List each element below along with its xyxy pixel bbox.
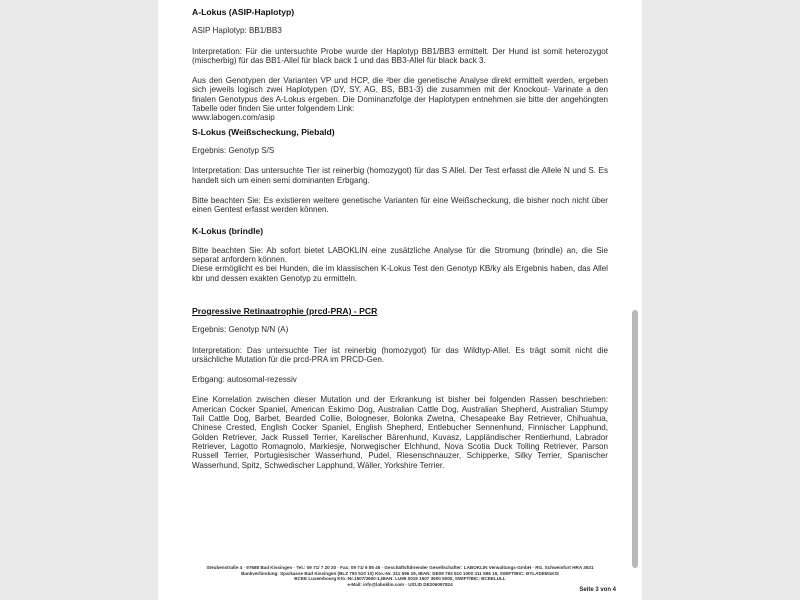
footer-bank-lux: BCEE Luxembourg Kto.-Nr.1507/3600-1,IBAN: LU95 0019 1507 3600 5000, SWIFT/BIC: BCEELULL <box>294 576 506 582</box>
document-page <box>158 0 642 600</box>
k-locus-note-2: Diese ermöglicht es bei Hunden, die im klassischen K-Lokus Test den Genotyp KB/ky als Ergebnis haben, das Allel kbr und dessen exakten Genotyp zu ermitteln. <box>192 264 608 283</box>
page-number: Seite 3 von 4 <box>579 587 616 593</box>
pra-result: Ergebnis: Genotyp N/N (A) <box>192 325 289 335</box>
asip-interpretation: Interpretation: Für die untersuchte Probe wurde der Haplotyp BB1/BB3 ermittelt. Der Hund ist somit heterozygot (mischerbig) für das BB1-Allel für black back 1 und das BB3-Allel für black back 3. <box>192 46 608 65</box>
pra-interpretation: Interpretation: Das untersuchte Tier ist reinerbig (homozygot) für das Wildtyp-Allel. Es trägt somit nicht die ursächliche Mutation für die prcd-PRA im PRCD-Gen. <box>192 345 608 364</box>
asip-note: Aus den Genotypen der Varianten VP und HCP, die ²ber die genetische Analyse direkt ermittelt werden, ergeben sich jeweils logisch zwei Haplotypen (DY, SY, AG, BS, BB1-3) die zusammen mit der Knockout- Varinate a den finalen Genotypus des A-Lokus ergeben. Die Dominanzfolge der Haplotypen entnehmen sie bitte der angehöngten Tabelle oder finden Sie unter folgendem Link: <box>192 76 608 114</box>
footer-bank: Bankverbindung: Sparkasse Bad Kissingen (BLZ 793 510 10) Kto.-Nr. 311 596 19, IBAN: DE09 793 510 1000 311 596 19, SWIFT/BIC: BYLADEM1KIS <box>241 570 559 576</box>
footer-email: e-Mail: info@laboklin.com · USt.ID DE206097824 <box>347 581 453 587</box>
section-title-asip: A-Lokus (ASIP-Haplotyp) <box>192 7 295 17</box>
report-content <box>192 8 608 470</box>
section-title-s-locus: S-Lokus (Weißscheckung, Piebald) <box>192 126 335 137</box>
page-footer <box>192 565 608 587</box>
footer-address: Steubenstraße 4 · 97688 Bad Kissingen · Tel.: 09 71/ 7 20 20 · Fax: 09 71/ 6 85 46 · Geschäftsführender Gesellschafter: LABOKLIN Verwaltungs-GmbH · RG. Schweinfurt HRA 3631 <box>206 565 594 570</box>
asip-link[interactable]: www.labogen.com/asip <box>192 113 275 123</box>
pra-breeds: Eine Korrelation zwischen dieser Mutation und der Erkrankung ist bisher bei folgenden Rassen beschrieben: American Cocker Spaniel, American Eskimo Dog, Australian Cattle Dog, Australian Shepherd, Australian Stumpy Tail Cattle Dog, Barbet, Bearded Collie, Bologneser, Bolonka Zwetna, Chesapeake Bay Retriever, Chihuahua, Chinese Crested, English Cocker Spaniel, English Shepherd, Entlebucher Sennenhund, Finnischer Lapphund, Golden Retriever, Jack Russell Terrier, Karelischer Bärenhund, Kuvasz, Lappländischer Rentierhund, Labrador Retriever, Lagotto Romagnolo, Markiesje, Norwegischer Elchhund, Nova Scotia Duck Tolling Retriever, Parson Russell Terrier, Portugiesischer Wasserhund, Pudel, Riesenschnauzer, Schipperke, Silky Terrier, Spanischer Wasserhund, Spitz, Schwedischer Lapphund, Wäller, Yorkshire Terrier. <box>192 395 608 470</box>
s-locus-note: Bitte beachten Sie: Es existieren weitere genetische Varianten für eine Weißscheckung, die bisher noch nicht über einen Gentest erfasst werden können. <box>192 195 608 215</box>
asip-result: ASIP Haplotyp: BB1/BB3 <box>192 26 282 36</box>
scrollbar-thumb[interactable] <box>632 310 638 568</box>
s-locus-interpretation: Interpretation: Das untersuchte Tier ist reinerbig (homozygot) für das S Allel. Der Test erfasst die Allele N und S. Es handelt sich um einen semi dominanten Erbgang. <box>192 166 608 185</box>
vertical-scrollbar[interactable] <box>632 8 638 593</box>
k-locus-note-1: Bitte beachten Sie: Ab sofort bietet LABOKLIN eine zusätzliche Analyse für die Stromung (brindle) an, die Sie separat anfordern können. <box>192 245 608 265</box>
section-title-pra: Progressive Retinaatrophie (prcd-PRA) - PCR <box>192 305 378 316</box>
section-title-k-locus: K-Lokus (brindle) <box>192 226 264 237</box>
s-locus-result: Ergebnis: Genotyp S/S <box>192 145 275 155</box>
pra-inheritance: Erbgang: autosomal-rezessiv <box>192 375 297 385</box>
